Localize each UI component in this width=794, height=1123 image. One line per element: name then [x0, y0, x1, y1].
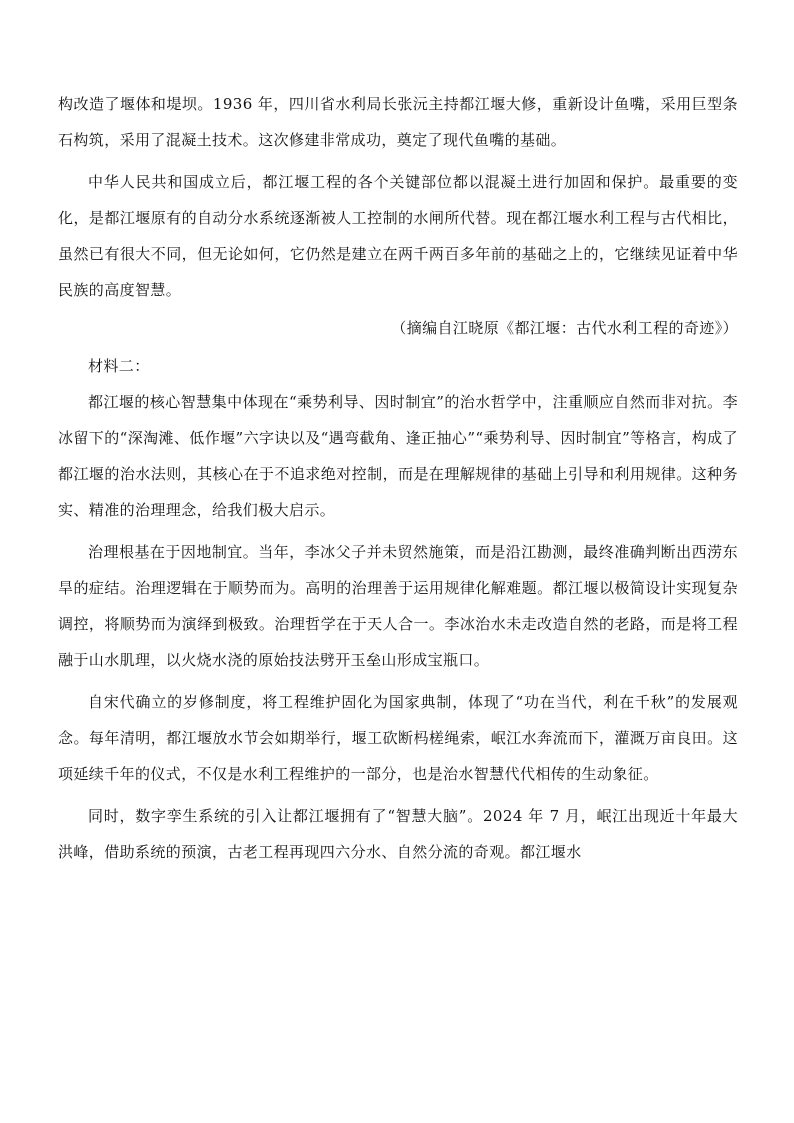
paragraph-2: 中华人民共和国成立后，都江堰工程的各个关键部位都以混凝土进行加固和保护。最重要的变化，是都江堰原有的自动分水系统逐渐被人工控制的水闸所代替。现在都江堰水利工程与古代相比，虽然已有很大不同，但无论如何，它仍然是建立在两千两百多年前的基础之上的，它继续见证着中华民族的高度智慧。	[58, 173, 738, 299]
material-two-paragraph-3: 自宋代确立的岁修制度，将工程维护固化为国家典制，体现了“功在当代，利在千秋”的发展观念。每年清明，都江堰放水节会如期举行，堰工砍断杩槎绳索，岷江水奔流而下，灌溉万亩良田。这项延续千年的仪式，不仅是水利工程维护的一部分，也是治水智慧代代相传的生动象征。	[58, 693, 738, 783]
document-page	[58, 86, 738, 870]
material-two-paragraph-2: 治理根基在于因地制宜。当年，李冰父子并未贸然施策，而是沿江勘测，最终准确判断出西涝东旱的症结。治理逻辑在于顺势而为。高明的治理善于运用规律化解难题。都江堰以极简设计实现复杂调控，将顺势而为演绎到极致。治理哲学在于天人合一。李冰治水未走改造自然的老路，而是将工程融于山水肌理，以火烧水浇的原始技法劈开玉垒山形成宝瓶口。	[58, 543, 738, 669]
material-two-paragraph-1: 都江堰的核心智慧集中体现在“乘势利导、因时制宜”的治水哲学中，注重顺应自然而非对抗。李冰留下的“深淘滩、低作堰”六字诀以及“遇弯截角、逢正抽心”“乘势利导、因时制宜”等格言，构成了都江堰的治水法则，其核心在于不追求绝对控制，而是在理解规律的基础上引导和利用规律。这种务实、精准的治理理念，给我们极大启示。	[58, 393, 738, 519]
material-two-heading: 材料二：	[88, 357, 150, 375]
source-citation: （摘编自江晓原《都江堰：古代水利工程的奇迹》）	[391, 319, 738, 337]
material-two-paragraph-4: 同时，数字孪生系统的引入让都江堰拥有了“智慧大脑”。2024 年 7 月，岷江出现近十年最大洪峰，借助系统的预演，古老工程再现四六分水、自然分流的奇观。都江堰水	[58, 807, 738, 861]
paragraph-1: 构改造了堰体和堤坝。1936 年，四川省水利局长张沅主持都江堰大修，重新设计鱼嘴，采用巨型条石构筑，采用了混凝土技术。这次修建非常成功，奠定了现代鱼嘴的基础。	[58, 95, 738, 149]
